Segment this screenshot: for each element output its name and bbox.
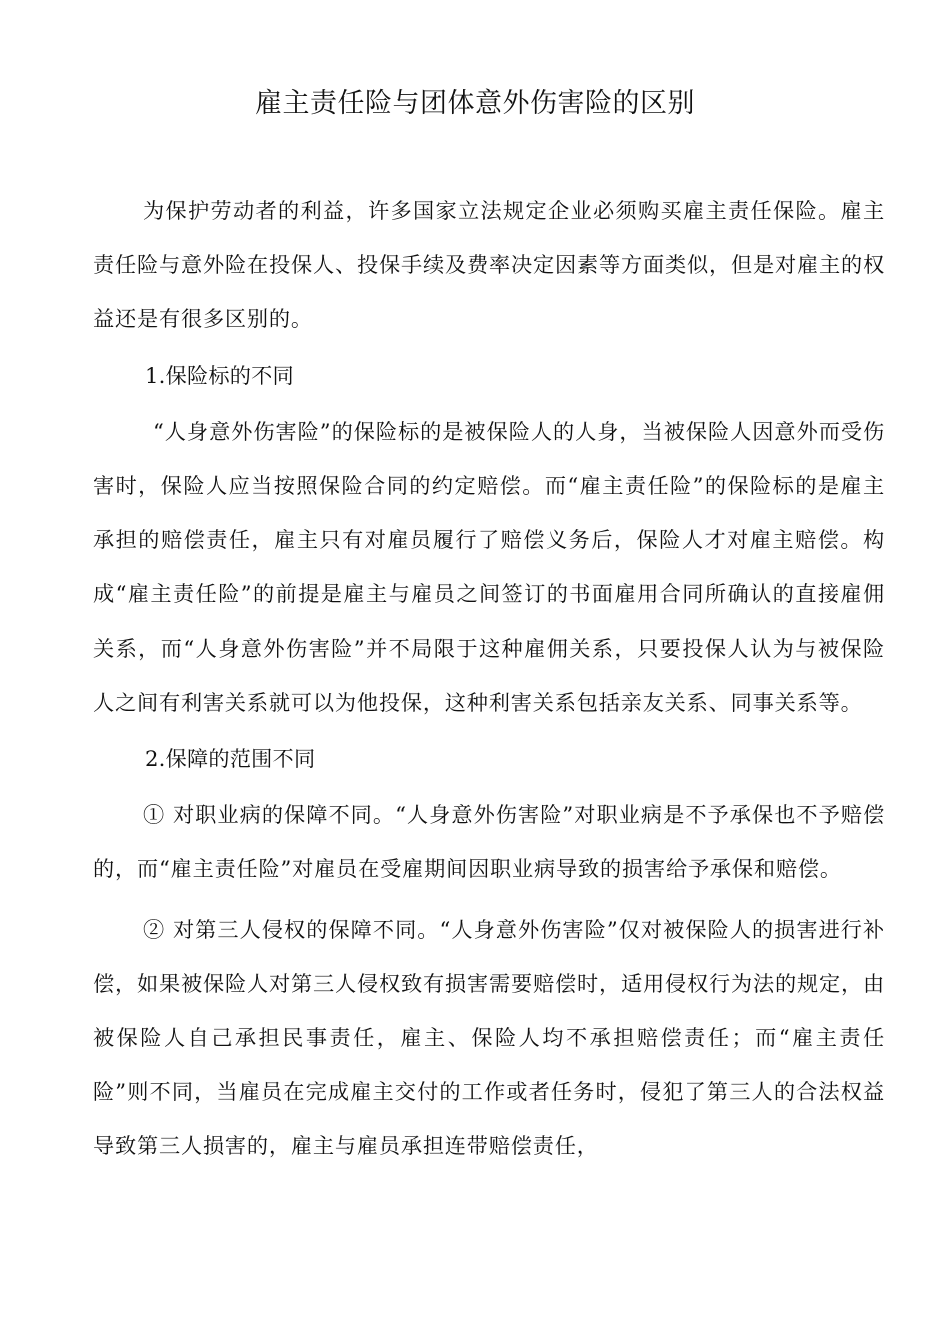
- document-title: 雇主责任险与团体意外伤害险的区别: [255, 88, 695, 119]
- section-2-item-2: ② 对第三人侵权的保障不同。“人身意外伤害险”仅对被保险人的损害进行补偿，如果被保险人对第三人侵权致有损害需要赔偿时，适用侵权行为法的规定，由被保险人自己承担民事责任，雇主、保险人均不承担赔偿责任；而“雇主责任险”则不同，当雇员在完成雇主交付的工作或者任务时，侵犯了第三人的合法权益导致第三人损害的，雇主与雇员承担连带赔偿责任，: [93, 916, 885, 1159]
- section-1-heading: 1.保险标的不同: [145, 362, 294, 388]
- intro-paragraph: 为保护劳动者的利益，许多国家立法规定企业必须购买雇主责任保险。雇主责任险与意外险在投保人、投保手续及费率决定因素等方面类似，但是对雇主的权益还是有很多区别的。: [93, 198, 885, 332]
- section-2-item-1: ① 对职业病的保障不同。“人身意外伤害险”对职业病是不予承保也不予赔偿的，而“雇主责任险”对雇员在受雇期间因职业病导致的损害给予承保和赔偿。: [93, 802, 885, 882]
- section-1-paragraph: “人身意外伤害险”的保险标的是被保险人的人身，当被保险人因意外而受伤害时，保险人应当按照保险合同的约定赔偿。而“雇主责任险”的保险标的是雇主承担的赔偿责任，雇主只有对雇员履行了赔偿义务后，保险人才对雇主赔偿。构成“雇主责任险”的前提是雇主与雇员之间签订的书面雇用合同所确认的直接雇佣关系，而“人身意外伤害险”并不局限于这种雇佣关系，只要投保人认为与被保险人之间有利害关系就可以为他投保，这种利害关系包括亲友关系、同事关系等。: [93, 418, 885, 715]
- section-2-heading: 2.保障的范围不同: [145, 746, 316, 772]
- document-body: [93, 184, 885, 1174]
